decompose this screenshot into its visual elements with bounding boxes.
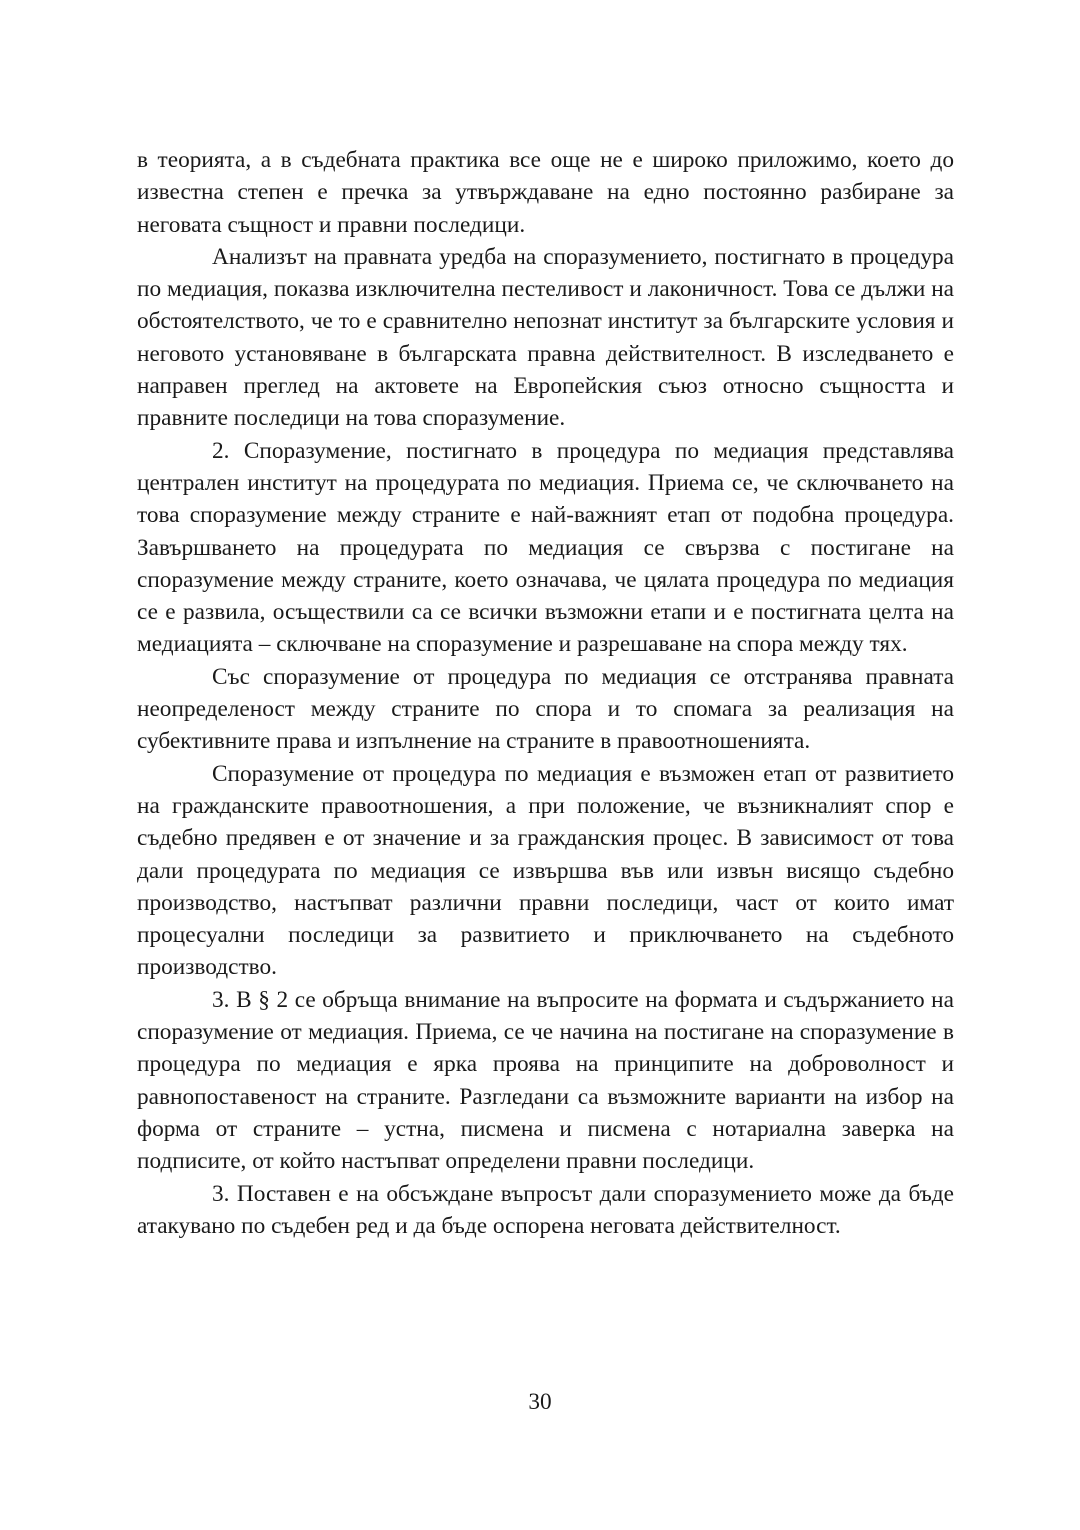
paragraph-legal-certainty: Със споразумение от процедура по медиация се отстранява правната неопределеност между страните по спора и то спомага за реализация на субективните права и изпълнение на страните в правоотношенията. (137, 663, 954, 755)
paragraph-civil-relations: Споразумение от процедура по медиация е възможен етап от развитието на гражданските правоотношения, а при положение, че възникналият спор е съдебно предявен е от значение и за гражданския процес. В зависимост от това дали процедурата по медиация се извършва във или извън висящо съдебно производство, настъпват различни правни последици, част от които имат процесуални последици за развитието и приключването на съдебното производство. (137, 760, 954, 981)
body-text (137, 144, 954, 1242)
paragraph-analysis: Анализът на правната уредба на споразумението, постигнато в процедура по медиация, показва изключителна пестеливост и лаконичност. Това се дължи на обстоятелството, че то е сравнително непознат институт за българските условия и неговото установяване в българската правна действителност. В изследването е направен преглед на актовете на Европейския съюз относно същността и правните последици на това споразумение. (137, 243, 954, 432)
paragraph-point-2: 2. Споразумение, постигнато в процедура по медиация представлява централен институт на процедурата по медиация. Приема се, че сключването на това споразумение между страните е най-важният етап от подобна процедура. Завършването на процедурата по медиация се свързва с постигане на споразумение между страните, което означава, че цялата процедура по медиация се е развила, осъществили са се всички възможни етапи и е постигната целта на медиацията – сключване на споразумение и разрешаване на спора между тях. (137, 437, 954, 658)
paragraph-point-3-form: 3. В § 2 се обръща внимание на въпросите на формата и съдържанието на споразумение от медиация. Приема, се че начина на постигане на споразумение в процедура по медиация е ярка проява на принципите на доброволност и равнопоставеност на страните. Разгледани са възможните варианти на избор на форма от страните – устна, писмена и писмена с нотариална заверка на подписите, от който настъпват определени правни последици. (137, 986, 954, 1175)
paragraph-continuation: в теорията, а в съдебната практика все още не е широко приложимо, което до известна степен е пречка за утвърждаване на едно постоянно разбиране за неговата същност и правни последици. (137, 147, 954, 238)
paragraph-point-3-validity: 3. Поставен е на обсъждане въпросът дали споразумението може да бъде атакувано по съдебен ред и да бъде оспорена неговата действителност. (137, 1180, 954, 1239)
page-number: 30 (528, 1389, 552, 1415)
